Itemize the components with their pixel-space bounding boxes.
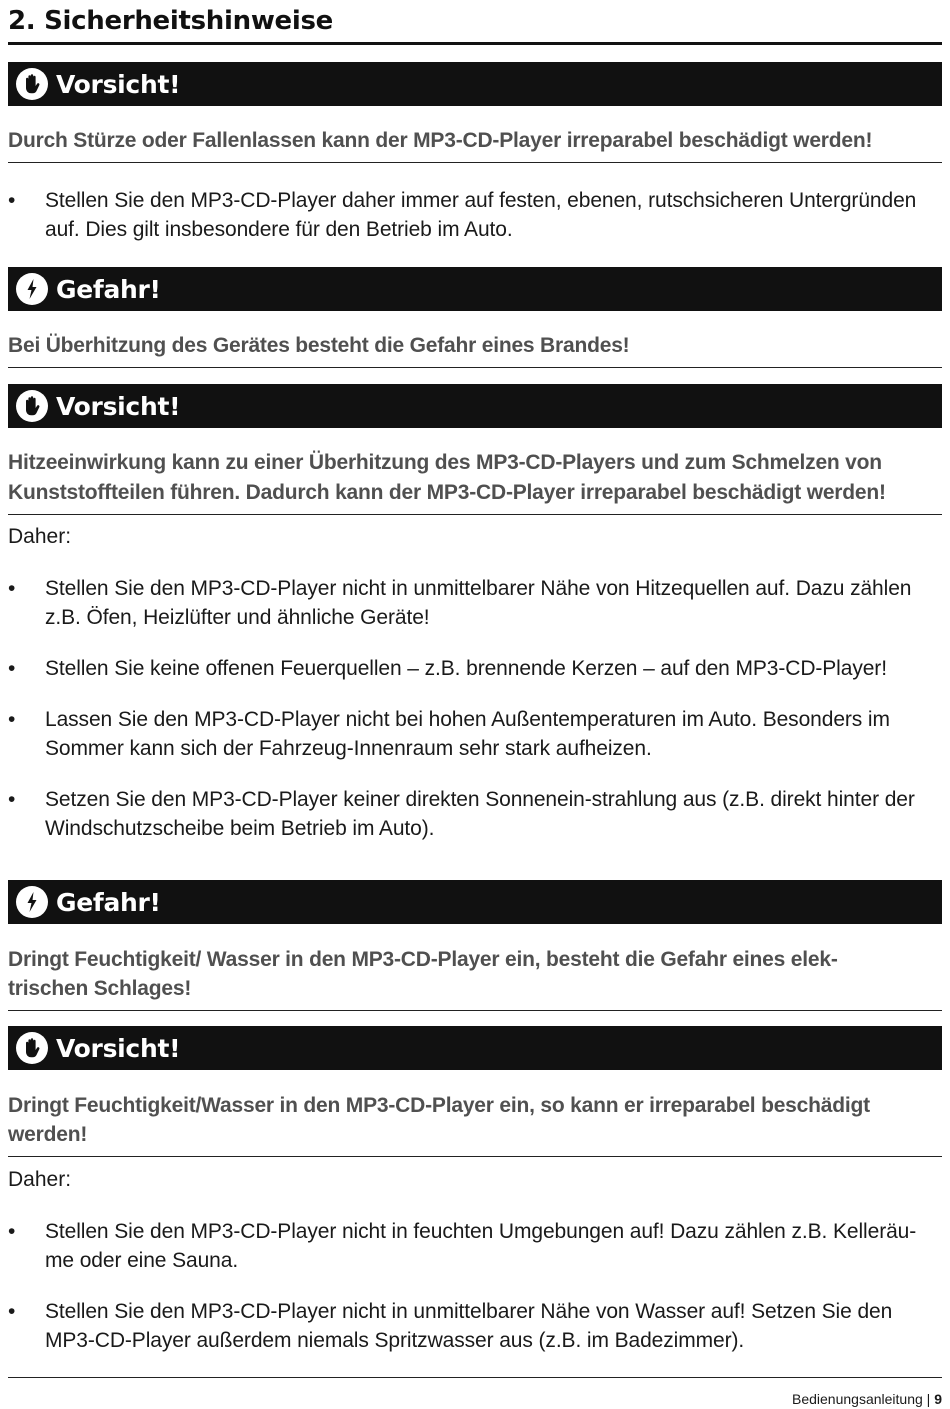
warning-text-5-line-2: werden! xyxy=(8,1123,88,1146)
hand-icon xyxy=(16,1032,48,1064)
caution-banner-1 xyxy=(8,62,942,106)
warning-text-1: Durch Stürze oder Fallenlassen kann der MP3-CD-Player irreparabel beschädigt werden! xyxy=(8,129,873,152)
section-rule xyxy=(8,42,942,45)
list-item-text: Stellen Sie keine offenen Feuerquellen – z.B. brennende Kerzen – auf den MP3-CD-Player! xyxy=(45,657,887,680)
banner-title: Vorsicht! xyxy=(56,391,181,421)
list-item xyxy=(8,186,942,246)
banner-title: Vorsicht! xyxy=(56,69,181,99)
list-item-text: Stellen Sie den MP3-CD-Player nicht in unmittelbarer Nähe von Wasser auf! Setzen Sie den MP3-CD-Player außerdem niemals Spritzwasser aus (z.B. im Badezimmer). xyxy=(45,1300,893,1352)
list-item xyxy=(8,1217,942,1277)
danger-banner-2 xyxy=(8,880,942,924)
caution-banner-3 xyxy=(8,1026,942,1070)
hand-icon xyxy=(16,68,48,100)
list-item-text: Setzen Sie den MP3-CD-Player keiner direkten Sonnenein-strahlung aus (z.B. direkt hinter der Windschutzscheibe beim Betrieb im Auto). xyxy=(45,788,915,840)
lightning-icon xyxy=(16,886,48,918)
bullet-symbol: • xyxy=(8,657,16,680)
list-item xyxy=(8,654,942,684)
warning-text-3-line-1: Hitzeeinwirkung kann zu einer Überhitzung des MP3-CD-Players und zum Schmelzen von xyxy=(8,451,882,474)
bullet-symbol: • xyxy=(8,708,16,731)
banner-title: Gefahr! xyxy=(56,274,161,304)
warning-text-4-line-2: trischen Schlages! xyxy=(8,977,192,1000)
danger-banner-1 xyxy=(8,267,942,311)
list-item xyxy=(8,574,942,634)
bullet-symbol: • xyxy=(8,189,16,212)
divider xyxy=(8,1156,942,1157)
warning-text-4-line-1: Dringt Feuchtigkeit/ Wasser in den MP3-CD-Player ein, besteht die Gefahr eines elek- xyxy=(8,948,838,971)
bullet-symbol: • xyxy=(8,577,16,600)
banner-title: Gefahr! xyxy=(56,887,161,917)
warning-text-5-line-1: Dringt Feuchtigkeit/Wasser in den MP3-CD-Player ein, so kann er irreparabel beschädigt xyxy=(8,1094,870,1117)
bullet-symbol: • xyxy=(8,1300,16,1323)
divider xyxy=(8,1010,942,1011)
list-item-text: Stellen Sie den MP3-CD-Player nicht in unmittelbarer Nähe von Hitzequellen auf. Dazu zählen z.B. Öfen, Heizlüfter und ähnliche Geräte! xyxy=(45,577,912,629)
bullet-symbol: • xyxy=(8,788,16,811)
daher-label: Daher: xyxy=(8,1168,72,1191)
warning-text-2: Bei Überhitzung des Gerätes besteht die Gefahr eines Brandes! xyxy=(8,334,630,357)
divider xyxy=(8,367,942,368)
list-item xyxy=(8,1297,942,1357)
bullet-symbol: • xyxy=(8,1220,16,1243)
page-number: 9 xyxy=(934,1391,942,1407)
section-title: 2. Sicherheitshinweise xyxy=(8,6,334,36)
caution-banner-2 xyxy=(8,384,942,428)
warning-text-3-line-2: Kunststoffteilen führen. Dadurch kann der MP3-CD-Player irreparabel beschädigt werden! xyxy=(8,481,886,504)
hand-icon xyxy=(16,390,48,422)
footer-label: Bedienungsanleitung | xyxy=(792,1391,935,1407)
daher-label: Daher: xyxy=(8,525,72,548)
footer-rule xyxy=(8,1377,942,1378)
divider xyxy=(8,514,942,515)
lightning-icon xyxy=(16,273,48,305)
list-item xyxy=(8,705,942,765)
page-footer xyxy=(792,1391,942,1407)
banner-title: Vorsicht! xyxy=(56,1033,181,1063)
list-item-text: Stellen Sie den MP3-CD-Player daher immer auf festen, ebenen, rutschsicheren Untergründen auf. Dies gilt insbesondere für den Betrieb im Auto. xyxy=(45,189,917,241)
list-item xyxy=(8,785,942,845)
list-item-text: Lassen Sie den MP3-CD-Player nicht bei hohen Außentemperaturen im Auto. Besonders im Sommer kann sich der Fahrzeug-Innenraum sehr stark aufheizen. xyxy=(45,708,890,760)
list-item-text: Stellen Sie den MP3-CD-Player nicht in feuchten Umgebungen auf! Dazu zählen z.B. Kelleräu-me oder eine Sauna. xyxy=(45,1220,917,1272)
divider xyxy=(8,162,942,163)
